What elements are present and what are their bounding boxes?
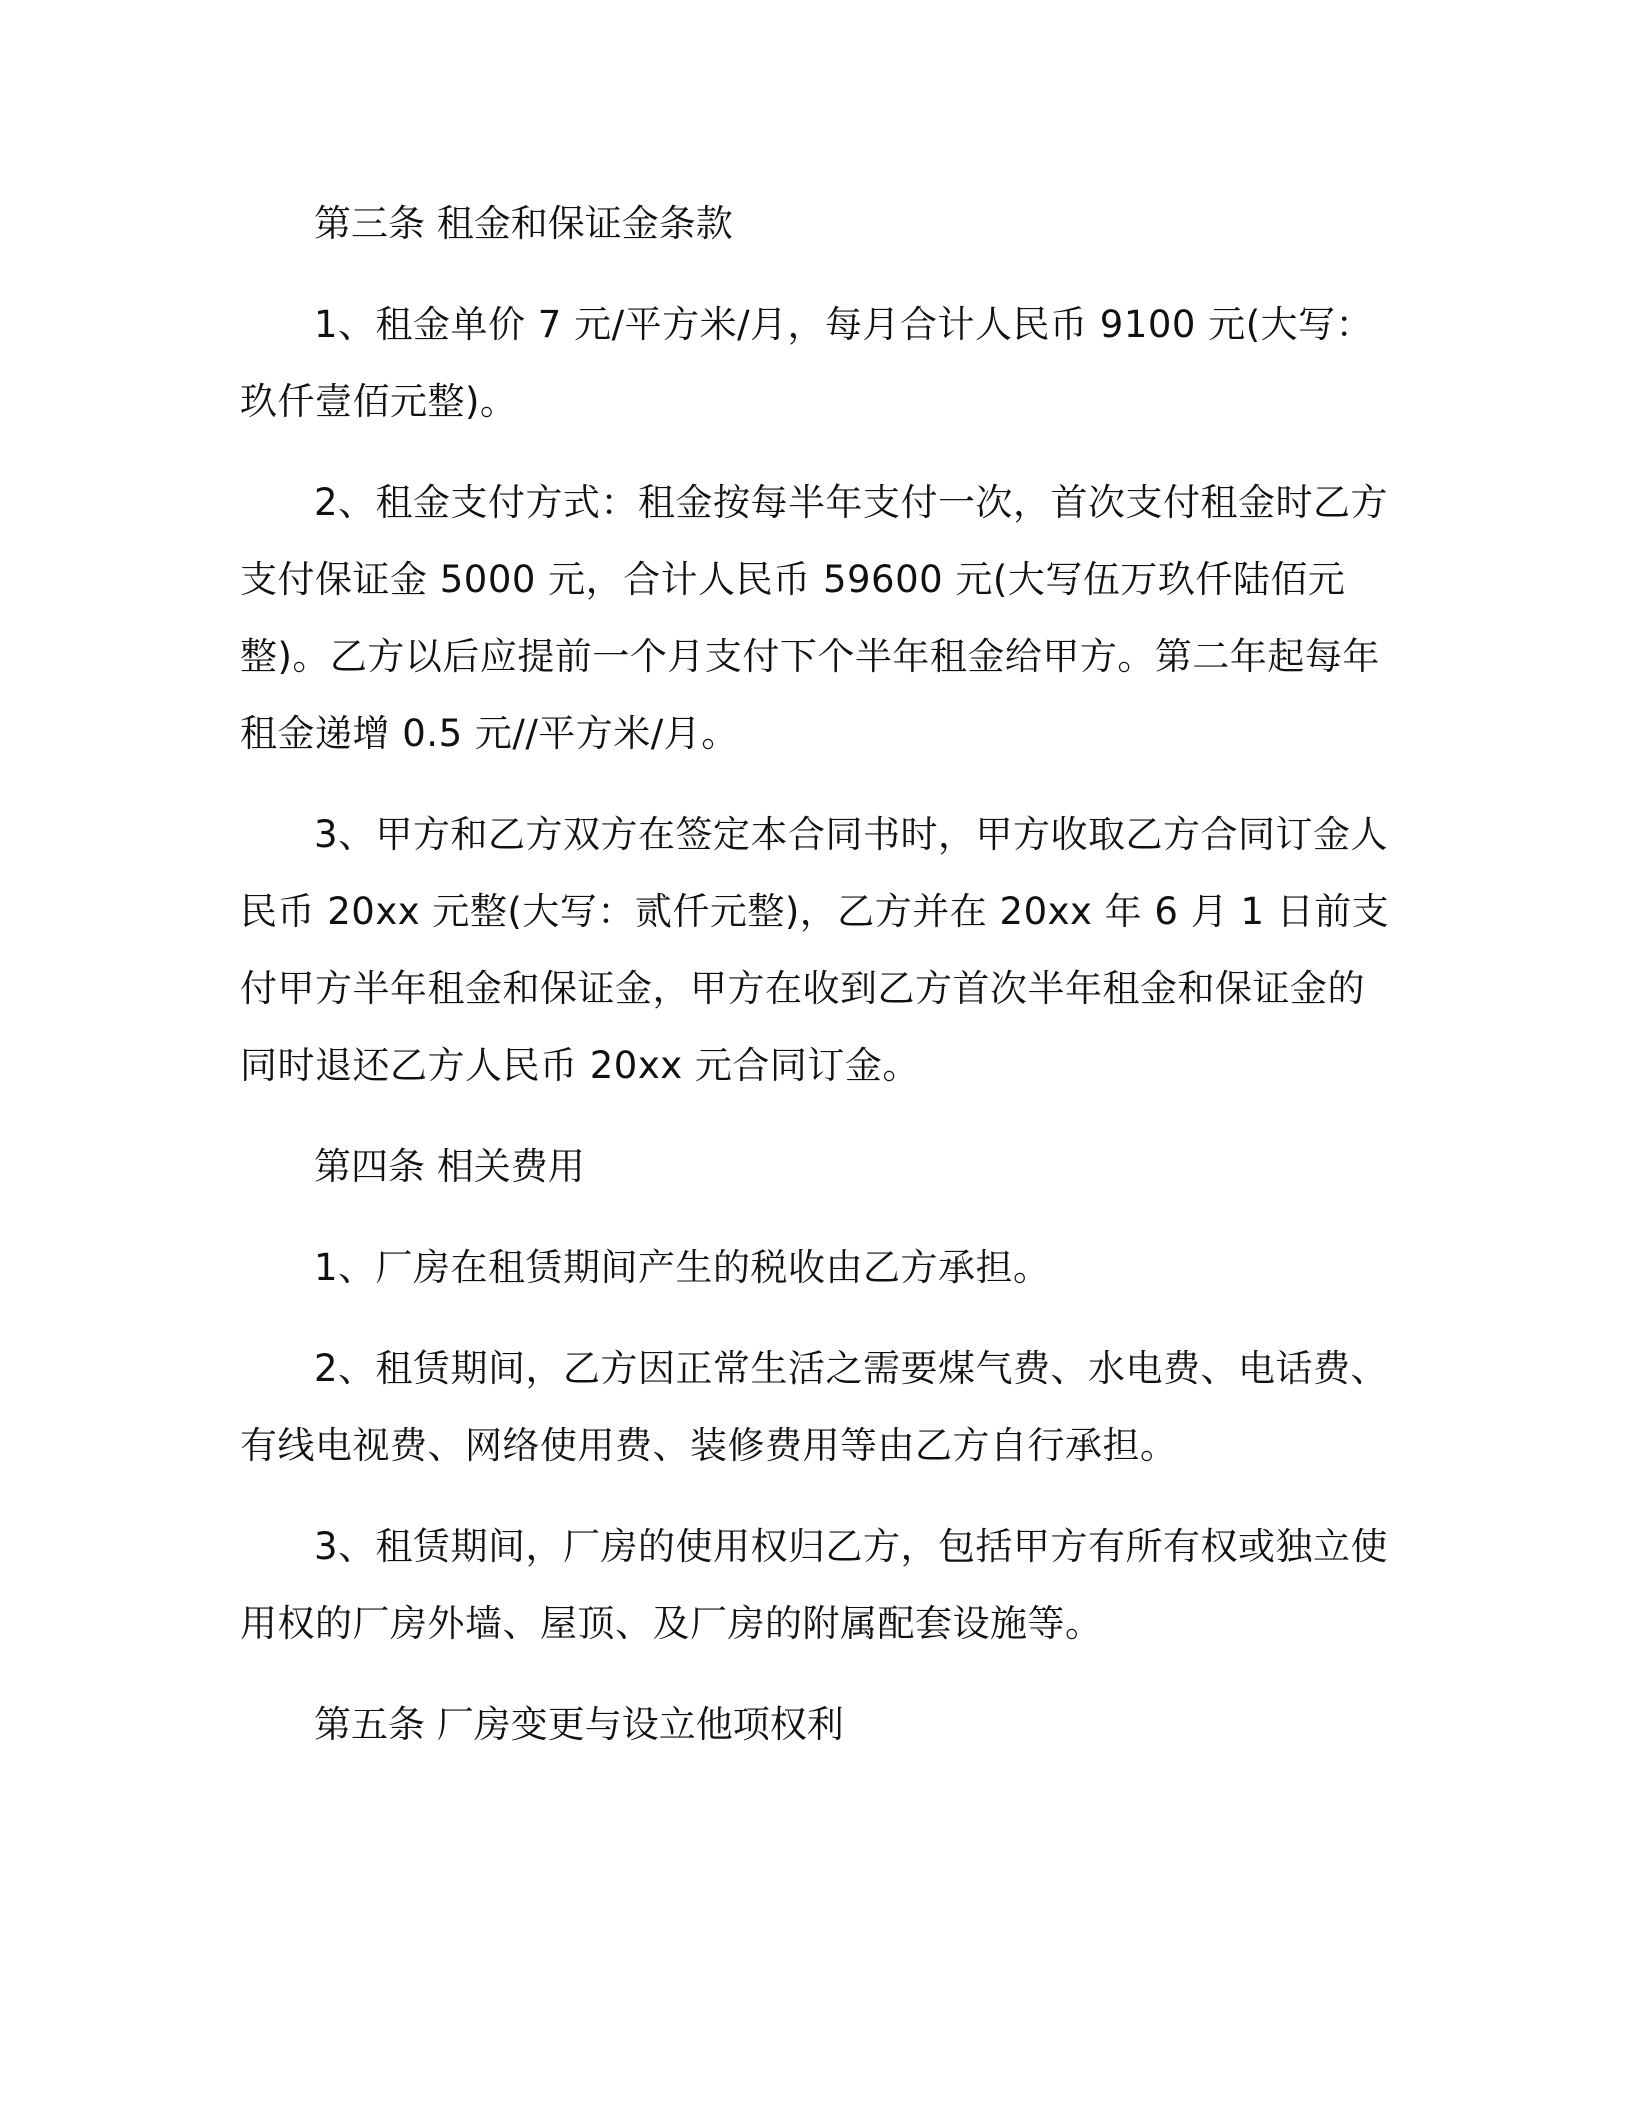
section-5-heading: 第五条 厂房变更与设立他项权利 — [314, 1703, 844, 1746]
section-3-heading: 第三条 租金和保证金条款 — [314, 202, 733, 245]
section-4-item-3: 3、租赁期间，厂房的使用权归乙方，包括甲方有所有权或独立使用权的厂房外墙、屋顶、及厂房的附属配套设施等。 — [240, 1525, 1389, 1645]
section-4-item-2: 2、租赁期间，乙方因正常生活之需要煤气费、水电费、电话费、有线电视费、网络使用费、装修费用等由乙方自行承担。 — [240, 1347, 1389, 1467]
section-4-heading: 第四条 相关费用 — [314, 1145, 585, 1188]
section-3-item-1: 1、租金单价 7 元/平方米/月，每月合计人民币 9100 元(大写：玖仟壹佰元整)。 — [240, 303, 1374, 423]
section-3-item-2: 2、租金支付方式：租金按每半年支付一次，首次支付租金时乙方支付保证金 5000 元，合计人民币 59600 元(大写伍万玖仟陆佰元整)。乙方以后应提前一个月支付下个半年租金给甲方。第二年起每年租金递增 0.5 元//平方米/月。 — [240, 481, 1389, 755]
section-4-item-1: 1、厂房在租赁期间产生的税收由乙方承担。 — [314, 1246, 1051, 1289]
document-content — [240, 185, 1400, 1763]
section-3-item-3: 3、甲方和乙方双方在签定本合同书时，甲方收取乙方合同订金人民币 20xx 元整(大写：贰仟元整)，乙方并在 20xx 年 6 月 1 日前支付甲方半年租金和保证金，甲方在收到乙方首次半年租金和保证金的同时退还乙方人民币 20xx 元合同订金。 — [240, 813, 1390, 1087]
